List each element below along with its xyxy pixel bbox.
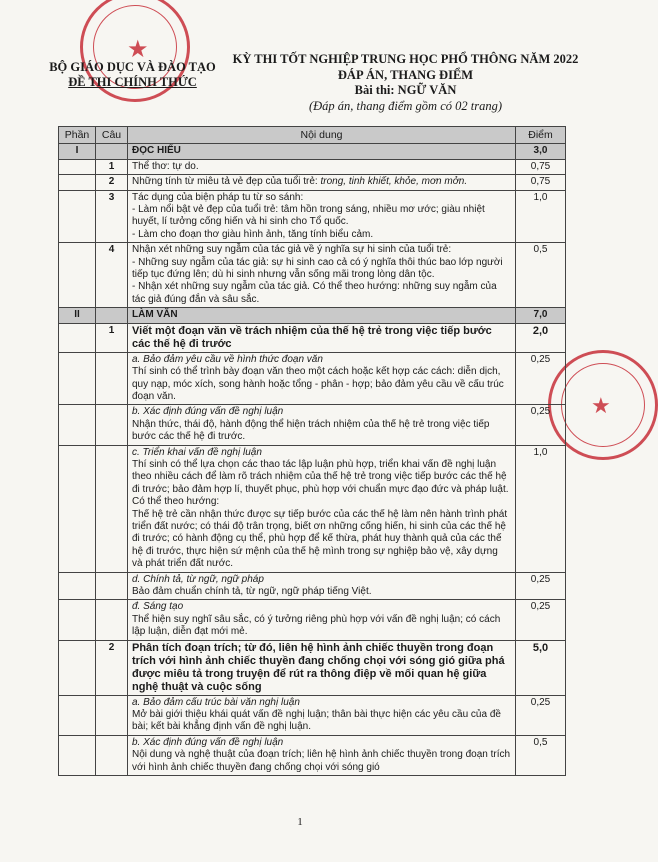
criterion bbox=[128, 735, 516, 775]
empty-cell bbox=[96, 308, 128, 323]
empty-cell bbox=[59, 352, 96, 405]
col-header-score: Điểm bbox=[516, 127, 566, 144]
empty-cell bbox=[59, 159, 96, 174]
score: 1,0 bbox=[516, 190, 566, 243]
score: 0,25 bbox=[516, 405, 566, 445]
answer-text bbox=[128, 175, 516, 190]
score: 0,25 bbox=[516, 600, 566, 640]
question-number: 1 bbox=[96, 323, 128, 352]
criterion-body: Mở bài giới thiệu khái quát vấn đề nghị luận; thân bài thực hiện các yêu cầu của đề bài; kết bài khẳng định vấn đề nghị luận. bbox=[132, 709, 501, 733]
answer-emphasis: trong, tinh khiết, khỏe, mơn mởn. bbox=[320, 176, 468, 188]
answer-title: ĐÁP ÁN, THANG ĐIỂM bbox=[337, 67, 474, 82]
score: 0,75 bbox=[516, 175, 566, 190]
criterion-body: Nội dung và nghệ thuật của đoạn trích; liên hệ hình ảnh chiếc thuyền trong đoạn trích với hình ảnh chiếc thuyền đang chống chọi với sóng gió bbox=[132, 749, 511, 773]
criterion-head: b. Xác định đúng vấn đề nghị luận bbox=[132, 736, 284, 748]
official-label: ĐỀ THI CHÍNH THỨC bbox=[68, 75, 197, 89]
table-row bbox=[59, 323, 566, 352]
criterion-head: b. Xác định đúng vấn đề nghị luận bbox=[132, 406, 284, 418]
section-score: 7,0 bbox=[516, 308, 566, 323]
table-row bbox=[59, 640, 566, 695]
answer-text: Thể thơ: tự do. bbox=[128, 159, 516, 174]
table-header-row bbox=[59, 127, 566, 144]
criterion-body: Thể hiện suy nghĩ sâu sắc, có ý tưởng riêng phù hợp với vấn đề nghị luận; có cách lập luận, diễn đạt mới mẻ. bbox=[132, 613, 501, 638]
ministry-name: BỘ GIÁO DỤC VÀ ĐÀO TẠO bbox=[49, 60, 216, 74]
answer-line: - Làm cho đoạn thơ giàu hình ảnh, tăng tính biểu cảm. bbox=[132, 228, 374, 240]
empty-cell bbox=[59, 600, 96, 640]
official-seal-top: ★ bbox=[80, 0, 190, 102]
answer-line: Tác dụng của biện pháp tu từ so sánh: bbox=[132, 191, 304, 203]
criterion-body: Thí sinh có thể lựa chọn các thao tác lập luận phù hợp, triển khai vấn đề nghị luận theo nhiều cách để làm rõ trách nhiệm của thế hệ trẻ trong việc tiếp bước các thế hệ đi trước; bảo đảm hợp lí, thuyết phục, phù hợp với chuẩn mực đạo đức và pháp luật. Có thể theo hướng: bbox=[132, 458, 509, 508]
table-row bbox=[59, 572, 566, 600]
empty-cell bbox=[59, 323, 96, 352]
table-row bbox=[59, 600, 566, 640]
page-note: (Đáp án, thang điểm gồm có 02 trang) bbox=[308, 98, 503, 113]
criterion-head: đ. Sáng tạo bbox=[132, 601, 184, 613]
empty-cell bbox=[96, 405, 128, 445]
score: 0,75 bbox=[516, 159, 566, 174]
criterion-head: a. Bảo đảm cấu trúc bài văn nghị luận bbox=[132, 696, 300, 708]
criterion-body: Nhận thức, thái độ, hành động thể hiện trách nhiệm của thế hệ trẻ trong việc tiếp bước các thế hệ đi trước. bbox=[132, 418, 490, 443]
table-row bbox=[59, 159, 566, 174]
score: 0,25 bbox=[516, 352, 566, 405]
empty-cell bbox=[59, 190, 96, 243]
empty-cell bbox=[96, 735, 128, 775]
empty-cell bbox=[96, 445, 128, 572]
section-row-writing bbox=[59, 308, 566, 323]
criterion bbox=[128, 405, 516, 445]
empty-cell bbox=[59, 405, 96, 445]
answer-text bbox=[128, 190, 516, 243]
criterion bbox=[128, 695, 516, 735]
question-title: Phân tích đoạn trích; từ đó, liên hệ hình ảnh chiếc thuyền trong đoạn trích với hình ảnh chiếc thuyền đang chống chọi với sóng gió giữa phá được miêu tả trong truyện để rút ra thông điệp về mối quan hệ giữa nghệ thuật và cuộc sống bbox=[128, 640, 516, 695]
official-seal-right: ★ bbox=[548, 350, 658, 460]
empty-cell bbox=[59, 243, 96, 308]
criterion bbox=[128, 600, 516, 640]
score: 1,0 bbox=[516, 445, 566, 572]
empty-cell bbox=[59, 640, 96, 695]
question-number: 2 bbox=[96, 640, 128, 695]
col-header-content: Nội dung bbox=[128, 127, 516, 144]
empty-cell bbox=[96, 572, 128, 600]
answer-line: - Nhận xét những suy ngẫm của tác giả. Có thể theo hướng: những suy ngẫm của tác giả đúng đắn và sâu sắc. bbox=[132, 281, 497, 305]
table-row bbox=[59, 405, 566, 445]
question-number: 3 bbox=[96, 190, 128, 243]
score: 0,25 bbox=[516, 695, 566, 735]
table-row bbox=[59, 175, 566, 190]
score: 5,0 bbox=[516, 640, 566, 695]
answer-table bbox=[58, 126, 566, 776]
criterion bbox=[128, 352, 516, 405]
answer-line: - Làm nổi bật vẻ đẹp của tuổi trẻ: tâm hồn trong sáng, nhiều mơ ước; giàu nhiệt huyết, lí tưởng cống hiến và hi sinh cho Tổ quốc. bbox=[132, 204, 485, 228]
criterion bbox=[128, 445, 516, 572]
question-title: Viết một đoạn văn về trách nhiệm của thế hệ trẻ trong việc tiếp bước các thế hệ đi trước bbox=[128, 323, 516, 352]
table-row bbox=[59, 735, 566, 775]
part-number: II bbox=[59, 308, 96, 323]
empty-cell bbox=[59, 735, 96, 775]
table-row bbox=[59, 695, 566, 735]
header-left bbox=[40, 60, 225, 90]
section-title: ĐỌC HIỂU bbox=[128, 144, 516, 159]
answer-prefix: Những tính từ miêu tả vẻ đẹp của tuổi trẻ: bbox=[132, 176, 321, 188]
score: 0,5 bbox=[516, 735, 566, 775]
table-row bbox=[59, 243, 566, 308]
empty-cell bbox=[59, 695, 96, 735]
empty-cell bbox=[96, 144, 128, 159]
subject-title: Bài thi: NGỮ VĂN bbox=[354, 83, 457, 97]
question-number: 4 bbox=[96, 243, 128, 308]
section-title: LÀM VĂN bbox=[128, 308, 516, 323]
criterion-head: a. Bảo đảm yêu cầu về hình thức đoạn văn bbox=[132, 353, 323, 365]
col-header-question: Câu bbox=[96, 127, 128, 144]
criterion-head: c. Triển khai vấn đề nghị luận bbox=[132, 446, 262, 458]
empty-cell bbox=[96, 695, 128, 735]
table-row bbox=[59, 190, 566, 243]
section-score: 3,0 bbox=[516, 144, 566, 159]
question-number: 1 bbox=[96, 159, 128, 174]
empty-cell bbox=[59, 445, 96, 572]
criterion bbox=[128, 572, 516, 600]
question-number: 2 bbox=[96, 175, 128, 190]
criterion-body: Bảo đảm chuẩn chính tả, từ ngữ, ngữ pháp tiếng Việt. bbox=[132, 586, 372, 597]
answer-text bbox=[128, 243, 516, 308]
col-header-part: Phần bbox=[59, 127, 96, 144]
empty-cell bbox=[59, 175, 96, 190]
criterion-body: Thí sinh có thể trình bày đoạn văn theo một cách hoặc kết hợp các cách: diễn dịch, quy nạp, móc xích, song hành hoặc tổng - phân - hợp; bảo đảm yêu cầu về cấu trúc đoạn văn. bbox=[132, 366, 504, 402]
page-number: 1 bbox=[297, 816, 303, 828]
answer-line: Nhận xét những suy ngẫm của tác giả về ý nghĩa sự hi sinh của tuổi trẻ: bbox=[132, 244, 452, 256]
score: 2,0 bbox=[516, 323, 566, 352]
score: 0,5 bbox=[516, 243, 566, 308]
table-row bbox=[59, 445, 566, 572]
empty-cell bbox=[59, 572, 96, 600]
score: 0,25 bbox=[516, 572, 566, 600]
empty-cell bbox=[96, 352, 128, 405]
exam-title: KỲ THI TỐT NGHIỆP TRUNG HỌC PHỔ THÔNG NĂM 2022 bbox=[232, 52, 579, 66]
header-right bbox=[228, 52, 583, 114]
criterion-body: Thế hệ trẻ cần nhận thức được sự tiếp bước của các thế hệ làm nên hành trình phát triển đất nước; có thái độ trân trọng, biết ơn những cống hiến, hi sinh của các thế hệ đi trước; có hành động cụ thể, phù hợp để kế thừa, phát huy thành quả của các thế hệ đi trước, thực hiện sứ mệnh của thế hệ mình trong sự nghiệp bảo vệ, xây dựng và phát triển đất nước. bbox=[132, 508, 508, 570]
part-number: I bbox=[59, 144, 96, 159]
criterion-head: d. Chính tả, từ ngữ, ngữ pháp bbox=[132, 573, 264, 585]
empty-cell bbox=[96, 600, 128, 640]
section-row-reading bbox=[59, 144, 566, 159]
answer-line: - Những suy ngẫm của tác giả: sự hi sinh cao cả có ý nghĩa thôi thúc bao lớp người tiếp tục đứng lên; dù hi sinh nhưng vẫn sống mãi trong lòng dân tộc. bbox=[132, 256, 503, 281]
table-row bbox=[59, 352, 566, 405]
